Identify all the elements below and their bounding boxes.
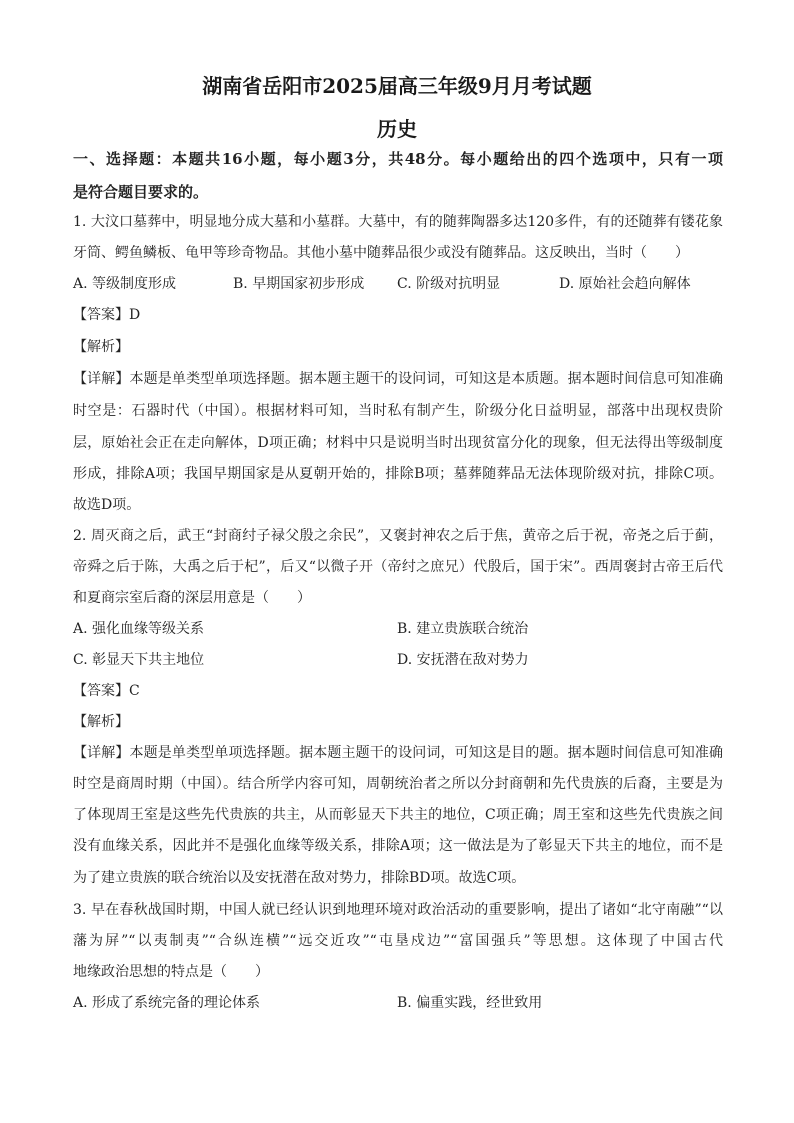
q1-analysis-label: 【解析】 [73, 339, 129, 355]
q3-stem-line-3: 地缘政治思想的特点是（ ） [73, 964, 269, 980]
q2-detail-line-1: 【详解】本题是单类型单项选择题。据本题主题干的设问词，可知这是目的题。据本题时间信息可知准确 [73, 745, 723, 761]
q2-answer: 【答案】C [73, 683, 140, 699]
q2-option-a: A. 强化血缘等级关系 [73, 621, 205, 637]
q1-detail-line-2: 时空是：石器时代（中国）。根据材料可知，当时私有制产生，阶级分化日益明显，部落中出现权贵阶 [73, 403, 723, 419]
q1-detail-line-4: 形成，排除A项；我国早期国家是从夏朝开始的，排除B项；墓葬随葬品无法体现阶级对抗，排除C项。 [73, 466, 723, 482]
q2-stem-line-1: 2. 周灭商之后，武王“封商纣子禄父殷之余民”，又褒封神农之后于焦，黄帝之后于祝，帝尧之后于蓟， [73, 528, 723, 544]
q1-answer: 【答案】D [73, 307, 141, 323]
subject-title: 历史 [377, 117, 417, 141]
section-heading-line-1: 一、选择题：本题共16小题，每小题3分，共48分。每小题给出的四个选项中，只有一项 [73, 150, 723, 168]
q1-detail-line-3: 层，原始社会正在走向解体，D项正确；材料中只是说明当时出现贫富分化的现象，但无法得出等级制度 [73, 435, 723, 451]
q2-stem-line-3: 和夏商宗室后裔的深层用意是（ ） [73, 590, 311, 606]
q1-option-b: B. 早期国家初步形成 [233, 276, 365, 292]
q2-analysis-label: 【解析】 [73, 714, 129, 730]
q1-detail-line-1: 【详解】本题是单类型单项选择题。据本题主题干的设问词，可知这是本质题。据本题时间信息可知准确 [73, 371, 723, 387]
q1-stem-line-2: 牙筒、鳄鱼鳞板、龟甲等珍奇物品。其他小墓中随葬品很少或没有随葬品。这反映出，当时（ ） [73, 245, 689, 261]
q2-stem-line-2: 帝舜之后于陈，大禹之后于杞”，后又“以微子开（帝纣之庶兄）代殷后，国于宋”。西周褒封古帝王后代 [73, 559, 723, 575]
exam-title: 湖南省岳阳市2025届高三年级9月月考试题 [202, 74, 592, 98]
q2-option-b: B. 建立贵族联合统治 [397, 621, 529, 637]
q1-option-c: C. 阶级对抗明显 [397, 276, 501, 292]
q1-option-d: D. 原始社会趋向解体 [559, 276, 691, 292]
q2-detail-line-4: 没有血缘关系，因此并不是强化血缘等级关系，排除A项；这一做法是为了彰显天下共主的地位，而不是 [73, 838, 723, 854]
q3-option-a: A. 形成了系统完备的理论体系 [73, 995, 261, 1011]
q3-stem-line-1: 3. 早在春秋战国时期，中国人就已经认识到地理环境对政治活动的重要影响，提出了诸如“北守南融”“以 [73, 902, 723, 918]
section-heading-line-2: 是符合题目要求的。 [73, 183, 209, 201]
q2-option-d: D. 安抚潜在敌对势力 [397, 652, 529, 668]
q2-detail-line-5: 为了建立贵族的联合统治以及安抚潜在敌对势力，排除BD项。故选C项。 [73, 870, 526, 886]
q1-stem-line-1: 1. 大汶口墓葬中，明显地分成大墓和小墓群。大墓中，有的随葬陶器多达120多件，有的还随葬有镂花象 [73, 214, 723, 230]
q2-option-c: C. 彰显天下共主地位 [73, 652, 205, 668]
q3-option-b: B. 偏重实践，经世致用 [397, 995, 543, 1011]
q1-detail-line-5: 故选D项。 [73, 497, 141, 513]
q2-detail-line-3: 了体现周王室是这些先代贵族的共主，从而彰显天下共主的地位，C项正确；周王室和这些先代贵族之间 [73, 807, 723, 823]
q1-option-a: A. 等级制度形成 [73, 276, 177, 292]
q3-stem-line-2: 藩为屏”“以夷制夷”“合纵连横”“远交近攻”“屯垦戍边”“富国强兵”等思想。这体现了中国古代 [73, 933, 723, 949]
q2-detail-line-2: 时空是商周时期（中国）。结合所学内容可知，周朝统治者之所以分封商朝和先代贵族的后裔，主要是为 [73, 776, 723, 792]
